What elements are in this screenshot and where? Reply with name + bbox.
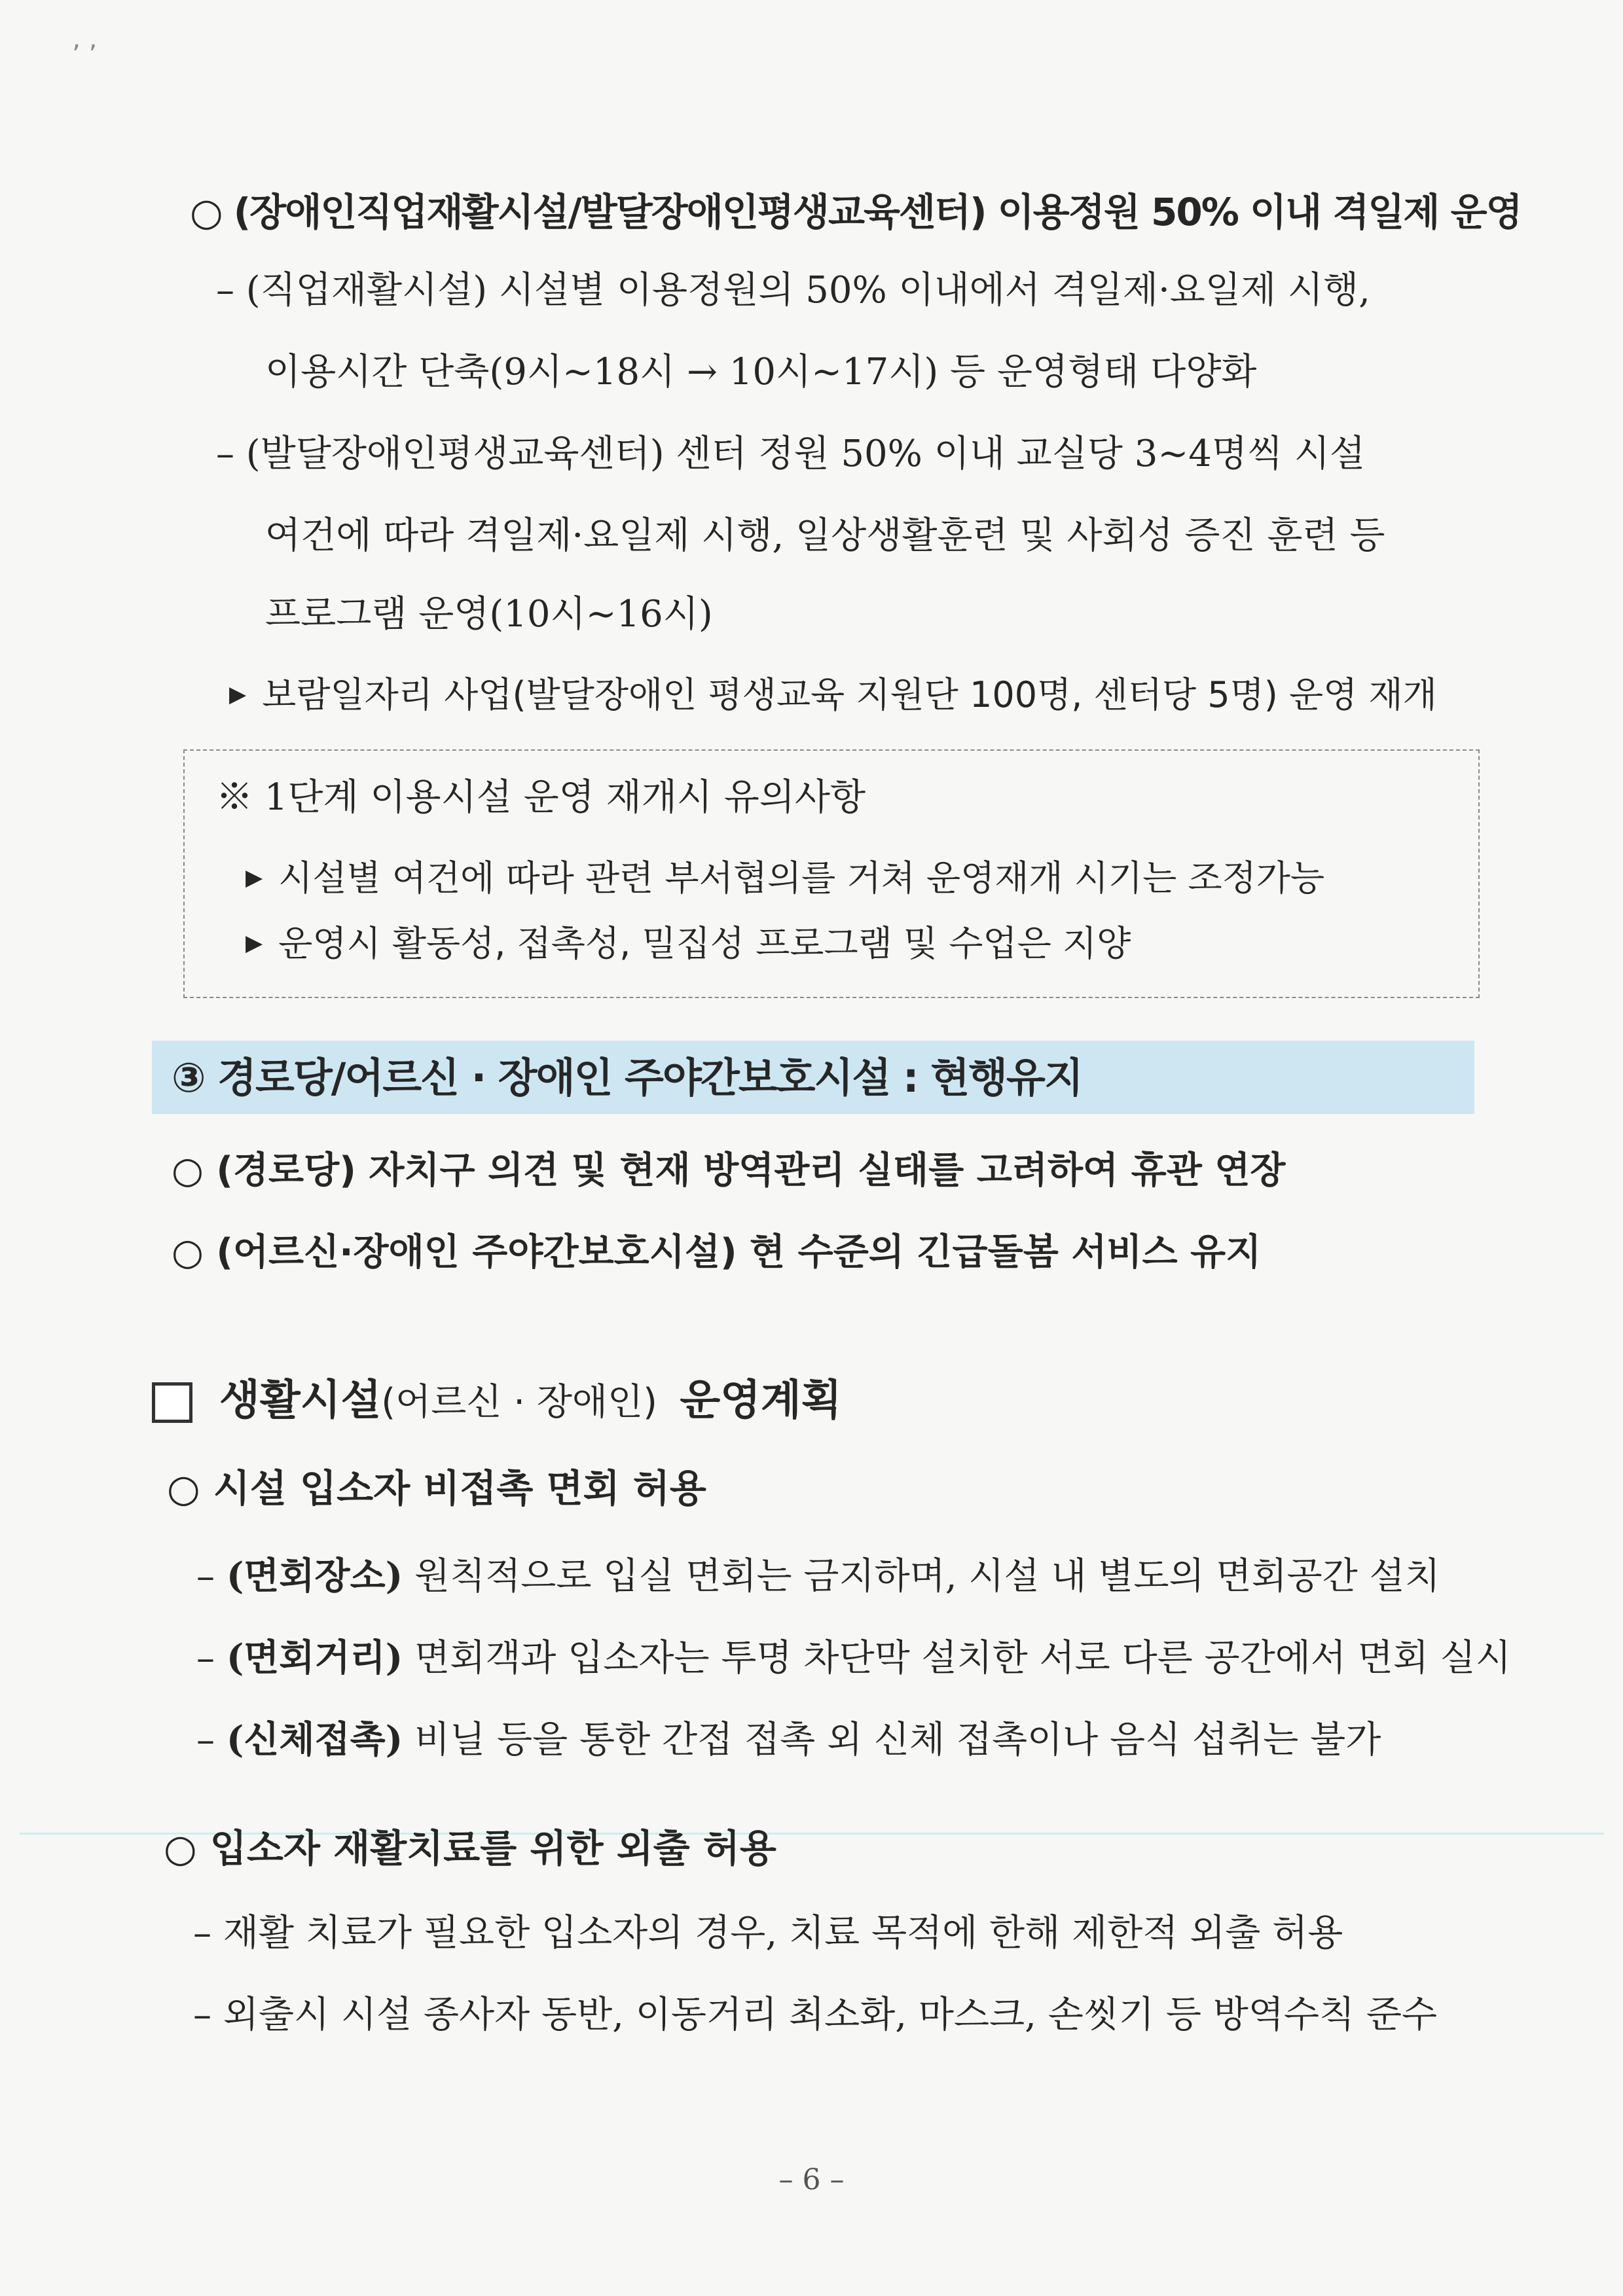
subsection-heading-outings: ○ 입소자 재활치료를 위한 외출 허용 (164, 1826, 776, 1871)
section-heading-living-facilities (219, 1376, 842, 1426)
item-text: 원칙적으로 입실 면회는 금지하며, 시설 내 별도의 면회공간 설치 (414, 1555, 1440, 1598)
list-item: – (면회거리) 면회객과 입소자는 투명 차단막 설치한 서로 다른 공간에서 면회 실시 (196, 1636, 1511, 1679)
item-label: (신체접촉) (226, 1718, 403, 1761)
scan-marks: ʼ ʼ (72, 40, 98, 70)
note-item (246, 923, 1131, 965)
list-item: ○ (경로당) 자치구 의견 및 현재 방역관리 실태를 고려하여 휴관 연장 (172, 1149, 1286, 1192)
list-item: – (발달장애인평생교육센터) 센터 정원 50% 이내 교실당 3~4명씩 시설 (216, 433, 1366, 475)
triangle-bullet-icon: ▶ (229, 681, 247, 708)
list-item: 프로그램 운영(10시~16시) (265, 593, 713, 636)
list-item: ○ (어르신·장애인 주야간보호시설) 현 수준의 긴급돌봄 서비스 유지 (172, 1231, 1262, 1274)
note-item-text: 운영시 활동성, 접촉성, 밀집성 프로그램 및 수업은 지양 (278, 923, 1131, 964)
list-item: – 재활 치료가 필요한 입소자의 경우, 치료 목적에 한해 제한적 외출 허용 (193, 1912, 1343, 1954)
note-item-text: 시설별 여건에 따라 관련 부서협의를 거쳐 운영재개 시기는 조정가능 (278, 857, 1325, 899)
list-item: – (신체접촉) 비닐 등을 통한 간접 접촉 외 신체 접촉이나 음식 섭취는 불가 (196, 1718, 1381, 1761)
note-title: ※ 1단계 이용시설 운영 재개시 유의사항 (216, 776, 866, 819)
item-text: 면회객과 입소자는 투명 차단막 설치한 서로 다른 공간에서 면회 실시 (414, 1637, 1511, 1679)
subsection-heading-visits: ○ 시설 입소자 비접촉 면회 허용 (167, 1466, 706, 1511)
checkbox-square-icon (152, 1382, 192, 1423)
item-label: (면회거리) (226, 1636, 403, 1679)
heading-sub: (어르신 · 장애인) (381, 1381, 657, 1424)
bullet-text: 보람일자리 사업(발달장애인 평생교육 지원단 100명, 센터당 5명) 운영 재개 (262, 674, 1437, 715)
list-item: 여건에 따라 격일제·요일제 시행, 일상생활훈련 및 사회성 증진 훈련 등 (265, 514, 1385, 557)
list-item: – (면회장소) 원칙적으로 입실 면회는 금지하며, 시설 내 별도의 면회공간 설치 (196, 1554, 1440, 1598)
bullet-item (229, 674, 1437, 717)
list-item: – (직업재활시설) 시설별 이용정원의 50% 이내에서 격일제·요일제 시행, (216, 269, 1370, 312)
list-item: 이용시간 단축(9시~18시 → 10시~17시) 등 운영형태 다양화 (265, 351, 1257, 393)
item-text: 비닐 등을 통한 간접 접촉 외 신체 접촉이나 음식 섭취는 불가 (414, 1719, 1381, 1761)
list-item: – 외출시 시설 종사자 동반, 이동거리 최소화, 마스크, 손씻기 등 방역수칙 준수 (193, 1994, 1438, 2036)
section-heading-vocational: ○ (장애인직업재활시설/발달장애인평생교육센터) 이용정원 50% 이내 격일제 운영 (190, 190, 1522, 234)
note-item (246, 857, 1324, 900)
triangle-bullet-icon: ▶ (246, 865, 263, 891)
section-heading-senior-centers: ③ 경로당/어르신 · 장애인 주야간보호시설 : 현행유지 (172, 1054, 1082, 1102)
heading-bold: 생활시설 (219, 1376, 382, 1425)
triangle-bullet-icon: ▶ (246, 930, 263, 956)
heading-bold: 운영계획 (680, 1376, 842, 1425)
item-label: (면회장소) (226, 1554, 403, 1598)
page-number: – 6 – (778, 2163, 845, 2197)
